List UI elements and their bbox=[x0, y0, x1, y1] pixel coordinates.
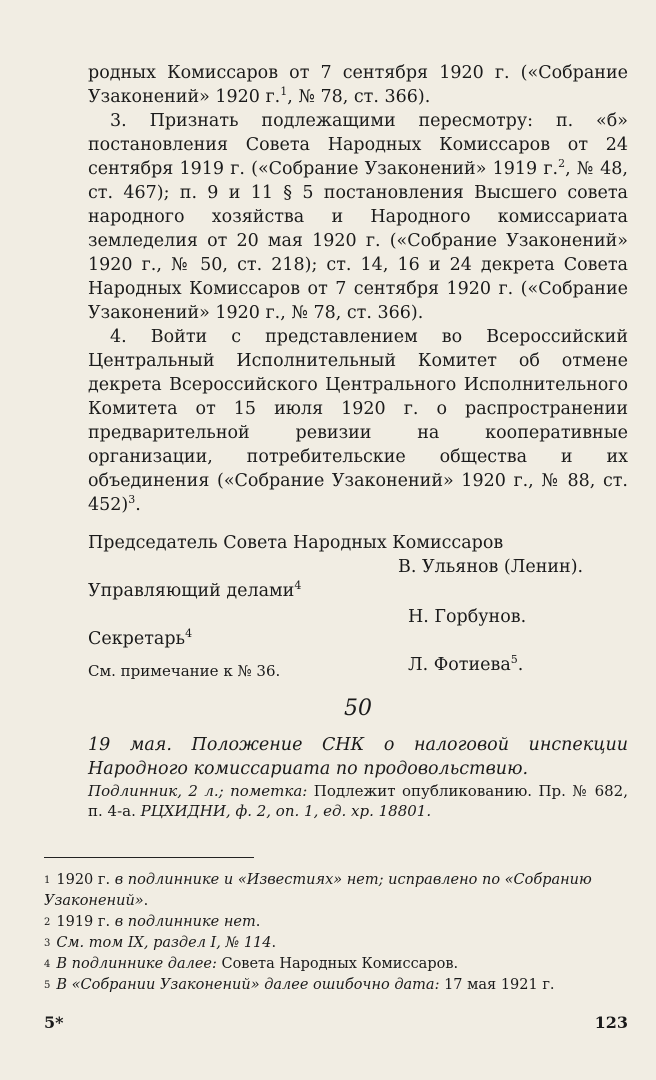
footnote-5: $^5$ В «Собрании Узаконений» далее ошибочно дата: 17 мая 1921 г. bbox=[44, 977, 555, 993]
footnote-1: $^1$ 1920 г. в подлиннике и «Известиях» нет; исправлено по «Собранию Узаконений». bbox=[44, 872, 592, 909]
see-note: См. примечание к № 36. bbox=[88, 662, 281, 680]
footnote-divider bbox=[44, 857, 254, 858]
chairman-title: Председатель Совета Народных Комиссаров bbox=[88, 533, 504, 553]
footnote-2: $^2$ 1919 г. в подлиннике нет. bbox=[44, 914, 261, 930]
document-number: 50 bbox=[344, 696, 372, 721]
secretary-name: Л. Фотиева$^5$. bbox=[408, 653, 524, 675]
footnote-ref: 2 bbox=[558, 157, 566, 171]
main-text bbox=[88, 61, 628, 821]
footnote-ref: 3 bbox=[128, 493, 136, 507]
footnote-ref: 1 bbox=[280, 85, 288, 99]
document-title: 19 мая. Положение СНК о налоговой инспекции Народного комиссариата по продовольствию. bbox=[88, 735, 628, 779]
paragraph-continuation: родных Комиссаров от 7 сентября 1920 г. («Собрание Узаконений» 1920 г.$^1$, № 78, ст. 366). bbox=[88, 63, 628, 107]
paragraph-item-4: 4. Войти с представлением во Всероссийский Центральный Исполнительный Комитет об отмене декрета Всероссийского Центрального Исполнительного Комитета от 15 июля 1920 г. о распространении предварительной ревизии на кооперативные организации, потребительские общества и их объединения («Собрание Узаконений» 1920 г., № 88, ст. 452)$^3$. bbox=[88, 327, 628, 515]
page-number: 123 bbox=[594, 1013, 628, 1032]
secretary-title: Секретарь$^4$ bbox=[88, 627, 193, 649]
manager-name: Н. Горбунов. bbox=[408, 607, 527, 627]
footnote-3: $^3$ См. том IX, раздел I, № 114. bbox=[44, 935, 277, 951]
footnote-4: $^4$ В подлиннике далее: Совета Народных Комиссаров. bbox=[44, 956, 459, 972]
paragraph-item-3: 3. Признать подлежащими пересмотру: п. «б» постановления Совета Народных Комиссаров от 24 сентября 1919 г. («Собрание Узаконений» 1919 г.$^2$, № 48, ст. 467); п. 9 и 11 § 5 постановления Высшего совета народного хозяйства и Народного комиссариата земледелия от 20 мая 1920 г. («Собрание Узаконений» 1920 г., № 50, ст. 218); ст. 14, 16 и 24 декрета Совета Народных Комиссаров от 7 сентября 1920 г. («Собрание Узаконений» 1920 г., № 78, ст. 366). bbox=[88, 111, 628, 323]
manager-title: Управляющий делами$^4$ bbox=[88, 579, 302, 601]
signature-mark: 5* bbox=[44, 1013, 64, 1032]
source-reference: Подлинник, 2 л.; пометка: Подлежит опубликованию. Пр. № 682, п. 4-а. РЦХИДНИ, ф. 2, оп. 1, ед. хр. 18801. bbox=[88, 782, 628, 820]
chairman-name: В. Ульянов (Ленин). bbox=[398, 557, 584, 577]
